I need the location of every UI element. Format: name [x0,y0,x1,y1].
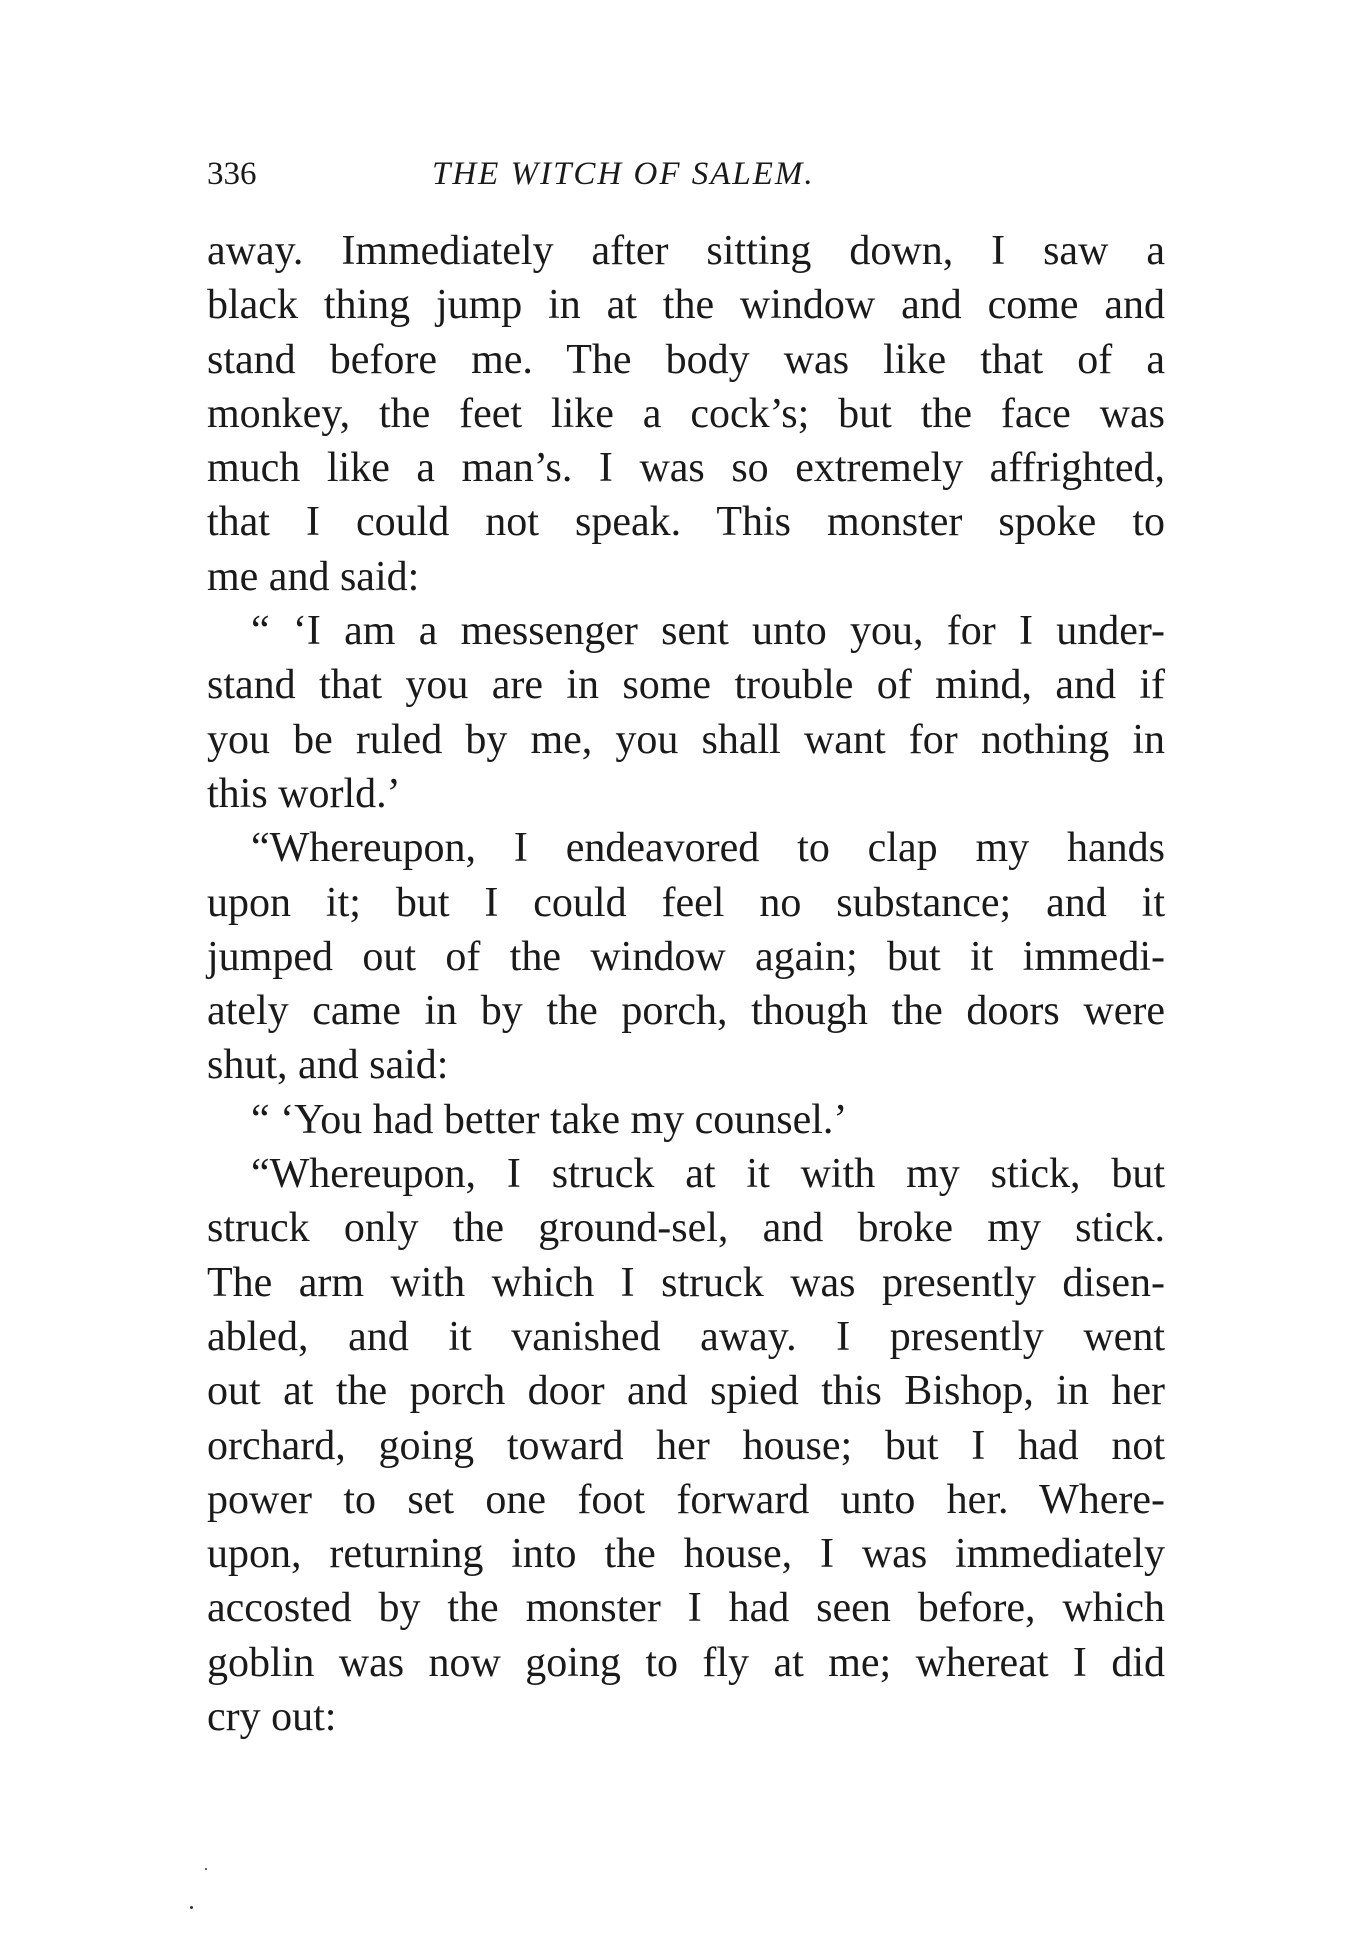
text-line: upon, returning into the house, I was immediately [207,1531,1165,1578]
print-speck [205,1868,207,1870]
page-header [207,152,1167,196]
text-line: stand that you are in some trouble of mind, and if [207,662,1165,709]
text-line: accosted by the monster I had seen before, which [207,1585,1165,1632]
text-line: “ ‘You had better take my counsel.’ [251,1096,848,1143]
text-line: ately came in by the porch, though the doors were [207,988,1165,1035]
print-speck [190,1906,193,1909]
text-line: this world.’ [207,770,401,817]
text-line: upon it; but I could feel no substance; and it [207,879,1165,926]
page-number: 336 [207,156,257,192]
text-line: you be ruled by me, you shall want for nothing in [207,716,1165,763]
text-line: shut, and said: [207,1042,449,1089]
text-line: abled, and it vanished away. I presently went [207,1313,1165,1360]
text-line: goblin was now going to fly at me; whereat I did [207,1639,1165,1686]
text-line: “Whereupon, I struck at it with my stick, but [251,1151,1165,1198]
text-line: that I could not speak. This monster spoke to [207,499,1165,546]
text-line: “ ‘I am a messenger sent unto you, for I under- [251,608,1165,655]
text-line: out at the porch door and spied this Bishop, in her [207,1368,1165,1415]
text-line: stand before me. The body was like that of a [207,336,1165,383]
text-line: power to set one foot forward unto her. Where- [207,1476,1165,1523]
text-line: jumped out of the window again; but it immedi- [207,933,1165,980]
body-text [207,224,1165,1744]
text-line: monkey, the feet like a cock’s; but the face was [207,390,1165,437]
text-line: The arm with which I struck was presently disen- [207,1259,1165,1306]
text-line: struck only the ground-sel, and broke my stick. [207,1205,1165,1252]
text-line: black thing jump in at the window and come and [207,282,1165,329]
running-title: THE WITCH OF SALEM. [432,156,815,192]
text-line: orchard, going toward her house; but I had not [207,1422,1165,1469]
text-line: away. Immediately after sitting down, I saw a [207,228,1165,274]
text-line: “Whereupon, I endeavored to clap my hands [251,825,1165,872]
text-line: much like a man’s. I was so extremely affrighted, [207,445,1165,492]
text-line: cry out: [207,1694,337,1741]
text-line: me and said: [207,553,420,600]
